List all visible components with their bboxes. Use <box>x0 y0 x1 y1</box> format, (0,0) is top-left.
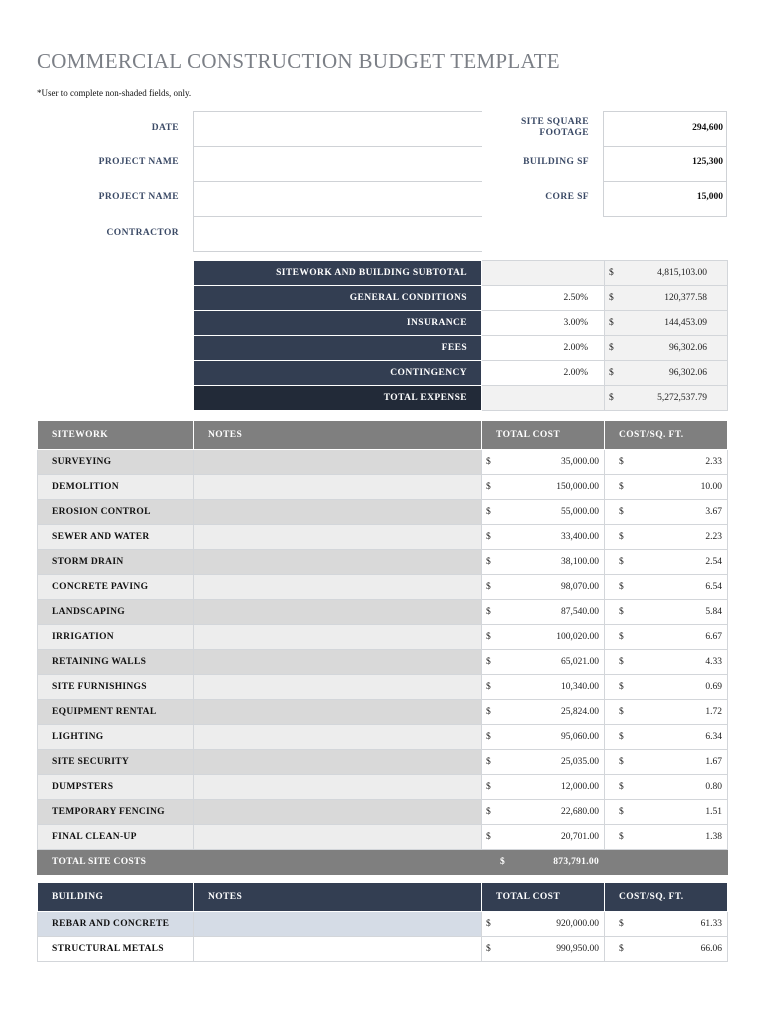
currency-symbol: $ <box>609 393 614 403</box>
summary-label: SITEWORK AND BUILDING SUBTOTAL <box>194 261 482 286</box>
summary-label: GENERAL CONDITIONS <box>194 286 482 311</box>
cost-sqft-value: 2.23 <box>705 532 722 542</box>
currency-symbol: $ <box>619 457 624 467</box>
item-name: RETAINING WALLS <box>38 650 194 675</box>
currency-symbol: $ <box>609 293 614 303</box>
cost-sqft-value: 66.06 <box>700 944 722 954</box>
total-cost-value: 87,540.00 <box>561 607 599 617</box>
currency-symbol: $ <box>619 582 624 592</box>
item-name: SITE FURNISHINGS <box>38 675 194 700</box>
currency-symbol: $ <box>486 532 491 542</box>
currency-symbol: $ <box>609 343 614 353</box>
item-name: DEMOLITION <box>38 475 194 500</box>
summary-amount-cell <box>605 261 728 286</box>
cost-sqft-cell <box>605 450 728 475</box>
summary-amount: 4,815,103.00 <box>657 268 707 278</box>
total-cost-cell[interactable] <box>482 600 605 625</box>
total-site-costs-cell <box>482 850 605 875</box>
currency-symbol: $ <box>619 707 624 717</box>
contractor-field[interactable] <box>193 216 482 252</box>
cost-sqft-value: 10.00 <box>700 482 722 492</box>
site-square-footage-label-line2: FOOTAGE <box>539 128 589 138</box>
currency-symbol: $ <box>619 532 624 542</box>
total-cost-cell[interactable] <box>482 575 605 600</box>
cost-sqft-cell <box>605 550 728 575</box>
currency-symbol: $ <box>486 582 491 592</box>
currency-symbol: $ <box>619 632 624 642</box>
item-name: CONCRETE PAVING <box>38 575 194 600</box>
total-cost-value: 33,400.00 <box>561 532 599 542</box>
summary-amount-cell <box>605 311 728 336</box>
total-cost-value: 35,000.00 <box>561 457 599 467</box>
cost-sqft-value: 6.54 <box>705 582 722 592</box>
table-row <box>38 775 728 800</box>
cost-sqft-cell <box>605 700 728 725</box>
currency-symbol: $ <box>500 857 506 867</box>
cost-sqft-cell <box>605 775 728 800</box>
site-square-footage-value: 294,600 <box>692 123 723 133</box>
total-cost-value: 25,035.00 <box>561 757 599 767</box>
total-cost-value: 990,950.00 <box>556 944 599 954</box>
currency-symbol: $ <box>486 944 491 954</box>
building-table <box>37 882 728 962</box>
item-name: LANDSCAPING <box>38 600 194 625</box>
currency-symbol: $ <box>486 682 491 692</box>
cost-sqft-value: 6.67 <box>705 632 722 642</box>
instruction-note: *User to complete non-shaded fields, only. <box>37 88 192 98</box>
table-row <box>38 525 728 550</box>
currency-symbol: $ <box>486 732 491 742</box>
total-cost-value: 100,020.00 <box>556 632 599 642</box>
currency-symbol: $ <box>619 557 624 567</box>
project-name-field[interactable] <box>193 146 482 182</box>
currency-symbol: $ <box>486 482 491 492</box>
summary-row <box>194 336 728 361</box>
currency-symbol: $ <box>609 268 614 278</box>
cost-sqft-value: 6.34 <box>705 732 722 742</box>
total-cost-cell[interactable] <box>482 775 605 800</box>
item-name: SEWER AND WATER <box>38 525 194 550</box>
summary-amount: 144,453.09 <box>664 318 707 328</box>
column-header-notes: NOTES <box>194 421 482 450</box>
currency-symbol: $ <box>619 944 624 954</box>
notes-cell[interactable] <box>194 575 482 600</box>
summary-amount: 96,302.06 <box>669 343 707 353</box>
table-row <box>38 825 728 850</box>
currency-symbol: $ <box>486 607 491 617</box>
item-name: IRRIGATION <box>38 625 194 650</box>
cost-sqft-value: 0.69 <box>705 682 722 692</box>
total-site-costs-row <box>38 850 728 875</box>
total-cost-cell[interactable] <box>482 625 605 650</box>
item-name: EROSION CONTROL <box>38 500 194 525</box>
column-header-notes: NOTES <box>194 883 482 912</box>
total-cost-cell[interactable] <box>482 825 605 850</box>
table-row <box>38 550 728 575</box>
currency-symbol: $ <box>486 707 491 717</box>
total-cost-cell[interactable] <box>482 800 605 825</box>
core-sf-label: CORE SF <box>545 192 589 202</box>
item-name: STRUCTURAL METALS <box>38 937 194 962</box>
notes-cell[interactable] <box>194 600 482 625</box>
sitework-header-row <box>38 421 728 450</box>
item-name: STORM DRAIN <box>38 550 194 575</box>
total-cost-value: 150,000.00 <box>556 482 599 492</box>
building-sf-value: 125,300 <box>692 157 723 167</box>
total-cost-value: 95,060.00 <box>561 732 599 742</box>
notes-cell[interactable] <box>194 625 482 650</box>
summary-label: TOTAL EXPENSE <box>194 386 482 411</box>
summary-amount-cell <box>605 361 728 386</box>
total-cost-value: 920,000.00 <box>556 919 599 929</box>
total-cost-cell[interactable] <box>482 750 605 775</box>
item-name: TEMPORARY FENCING <box>38 800 194 825</box>
building-header-row <box>38 883 728 912</box>
currency-symbol: $ <box>486 657 491 667</box>
summary-row <box>194 261 728 286</box>
summary-row <box>194 361 728 386</box>
table-row <box>38 937 728 962</box>
cost-sqft-cell <box>605 525 728 550</box>
project-name-label-2: PROJECT NAME <box>98 192 179 202</box>
notes-cell[interactable] <box>194 937 482 962</box>
currency-symbol: $ <box>619 832 624 842</box>
table-row <box>38 675 728 700</box>
cost-sqft-cell <box>605 625 728 650</box>
notes-cell[interactable] <box>194 525 482 550</box>
total-cost-cell[interactable] <box>482 650 605 675</box>
summary-row <box>194 286 728 311</box>
notes-cell[interactable] <box>194 700 482 725</box>
currency-symbol: $ <box>619 757 624 767</box>
notes-cell[interactable] <box>194 912 482 937</box>
total-cost-cell[interactable] <box>482 937 605 962</box>
summary-amount: 96,302.06 <box>669 368 707 378</box>
total-cost-cell[interactable] <box>482 500 605 525</box>
item-name: SITE SECURITY <box>38 750 194 775</box>
total-cost-value: 10,340.00 <box>561 682 599 692</box>
cost-sqft-cell <box>605 800 728 825</box>
currency-symbol: $ <box>619 507 624 517</box>
table-row <box>38 575 728 600</box>
cost-sqft-value: 4.33 <box>705 657 722 667</box>
cost-sqft-value: 2.33 <box>705 457 722 467</box>
cost-sqft-value: 2.54 <box>705 557 722 567</box>
notes-cell[interactable] <box>194 650 482 675</box>
column-header-sitework: SITEWORK <box>38 421 194 450</box>
summary-pct <box>482 261 605 286</box>
notes-cell[interactable] <box>194 500 482 525</box>
table-row <box>38 625 728 650</box>
summary-pct-input[interactable]: 2.50% <box>482 286 605 311</box>
total-cost-value: 12,000.00 <box>561 782 599 792</box>
cost-sqft-cell <box>605 912 728 937</box>
item-name: LIGHTING <box>38 725 194 750</box>
column-header-total-cost: TOTAL COST <box>482 421 605 450</box>
currency-symbol: $ <box>619 732 624 742</box>
cost-sqft-cell <box>605 750 728 775</box>
total-cost-cell[interactable] <box>482 450 605 475</box>
table-row <box>38 912 728 937</box>
summary-label: FEES <box>194 336 482 361</box>
summary-pct-input[interactable]: 3.00% <box>482 311 605 336</box>
cost-sqft-value: 3.67 <box>705 507 722 517</box>
summary-amount: 5,272,537.79 <box>657 393 707 403</box>
cost-sqft-value: 5.84 <box>705 607 722 617</box>
cost-sqft-cell <box>605 600 728 625</box>
cost-sqft-value: 1.72 <box>705 707 722 717</box>
table-row <box>38 725 728 750</box>
total-cost-value: 20,701.00 <box>561 832 599 842</box>
total-site-costs-value: 873,791.00 <box>553 857 599 867</box>
total-cost-cell[interactable] <box>482 475 605 500</box>
currency-symbol: $ <box>619 682 624 692</box>
table-row <box>38 475 728 500</box>
total-site-costs-blank <box>605 850 728 875</box>
total-cost-value: 98,070.00 <box>561 582 599 592</box>
currency-symbol: $ <box>486 507 491 517</box>
currency-symbol: $ <box>486 919 491 929</box>
notes-cell[interactable] <box>194 750 482 775</box>
notes-cell[interactable] <box>194 725 482 750</box>
total-cost-cell[interactable] <box>482 675 605 700</box>
table-row <box>38 650 728 675</box>
cost-sqft-cell <box>605 725 728 750</box>
cost-sqft-value: 1.38 <box>705 832 722 842</box>
notes-cell[interactable] <box>194 800 482 825</box>
currency-symbol: $ <box>619 657 624 667</box>
summary-amount: 120,377.58 <box>664 293 707 303</box>
project-name-label: PROJECT NAME <box>98 157 179 167</box>
sitework-table <box>37 420 728 875</box>
contractor-label: CONTRACTOR <box>106 228 179 238</box>
currency-symbol: $ <box>486 557 491 567</box>
summary-table <box>193 260 728 411</box>
table-row <box>38 450 728 475</box>
summary-amount-cell <box>605 286 728 311</box>
summary-pct-input[interactable]: 2.00% <box>482 336 605 361</box>
site-square-footage-label <box>500 117 589 139</box>
currency-symbol: $ <box>486 457 491 467</box>
summary-amount-cell <box>605 336 728 361</box>
column-header-building: BUILDING <box>38 883 194 912</box>
item-name: REBAR AND CONCRETE <box>38 912 194 937</box>
currency-symbol: $ <box>486 807 491 817</box>
cost-sqft-value: 0.80 <box>705 782 722 792</box>
building-sf-label: BUILDING SF <box>523 157 589 167</box>
cost-sqft-cell <box>605 675 728 700</box>
currency-symbol: $ <box>619 607 624 617</box>
notes-cell[interactable] <box>194 450 482 475</box>
table-row <box>38 750 728 775</box>
item-name: SURVEYING <box>38 450 194 475</box>
summary-label: CONTINGENCY <box>194 361 482 386</box>
page-title: COMMERCIAL CONSTRUCTION BUDGET TEMPLATE <box>37 49 560 73</box>
cost-sqft-value: 61.33 <box>700 919 722 929</box>
total-cost-value: 38,100.00 <box>561 557 599 567</box>
summary-row-total <box>194 386 728 411</box>
item-name: FINAL CLEAN-UP <box>38 825 194 850</box>
notes-cell[interactable] <box>194 675 482 700</box>
cost-sqft-value: 1.67 <box>705 757 722 767</box>
project-name-field-2[interactable] <box>193 181 482 217</box>
table-row <box>38 600 728 625</box>
summary-row <box>194 311 728 336</box>
notes-cell[interactable] <box>194 825 482 850</box>
currency-symbol: $ <box>486 832 491 842</box>
currency-symbol: $ <box>486 782 491 792</box>
cost-sqft-cell <box>605 575 728 600</box>
total-site-costs-label: TOTAL SITE COSTS <box>38 850 482 875</box>
currency-symbol: $ <box>619 807 624 817</box>
total-cost-cell[interactable] <box>482 525 605 550</box>
summary-pct <box>482 386 605 411</box>
column-header-cost-sqft: COST/SQ. FT. <box>605 421 728 450</box>
date-label: DATE <box>151 123 179 133</box>
total-cost-value: 22,680.00 <box>561 807 599 817</box>
item-name: DUMPSTERS <box>38 775 194 800</box>
notes-cell[interactable] <box>194 550 482 575</box>
cost-sqft-cell <box>605 825 728 850</box>
currency-symbol: $ <box>486 757 491 767</box>
summary-amount-cell <box>605 386 728 411</box>
currency-symbol: $ <box>609 318 614 328</box>
total-cost-value: 65,021.00 <box>561 657 599 667</box>
cost-sqft-cell <box>605 500 728 525</box>
notes-cell[interactable] <box>194 475 482 500</box>
item-name: EQUIPMENT RENTAL <box>38 700 194 725</box>
currency-symbol: $ <box>619 782 624 792</box>
summary-pct-input[interactable]: 2.00% <box>482 361 605 386</box>
cost-sqft-cell <box>605 475 728 500</box>
table-row <box>38 500 728 525</box>
total-cost-value: 55,000.00 <box>561 507 599 517</box>
table-row <box>38 800 728 825</box>
summary-label: INSURANCE <box>194 311 482 336</box>
currency-symbol: $ <box>619 482 624 492</box>
cost-sqft-cell <box>605 937 728 962</box>
currency-symbol: $ <box>486 632 491 642</box>
notes-cell[interactable] <box>194 775 482 800</box>
total-cost-value: 25,824.00 <box>561 707 599 717</box>
date-field[interactable] <box>193 111 482 147</box>
total-cost-cell[interactable] <box>482 550 605 575</box>
cost-sqft-cell <box>605 650 728 675</box>
total-cost-cell[interactable] <box>482 725 605 750</box>
cost-sqft-value: 1.51 <box>705 807 722 817</box>
currency-symbol: $ <box>619 919 624 929</box>
site-square-footage-label-line1: SITE SQUARE <box>520 117 589 127</box>
column-header-cost-sqft: COST/SQ. FT. <box>605 883 728 912</box>
core-sf-value: 15,000 <box>696 192 723 202</box>
table-row <box>38 700 728 725</box>
total-cost-cell[interactable] <box>482 700 605 725</box>
currency-symbol: $ <box>609 368 614 378</box>
total-cost-cell[interactable] <box>482 912 605 937</box>
column-header-total-cost: TOTAL COST <box>482 883 605 912</box>
